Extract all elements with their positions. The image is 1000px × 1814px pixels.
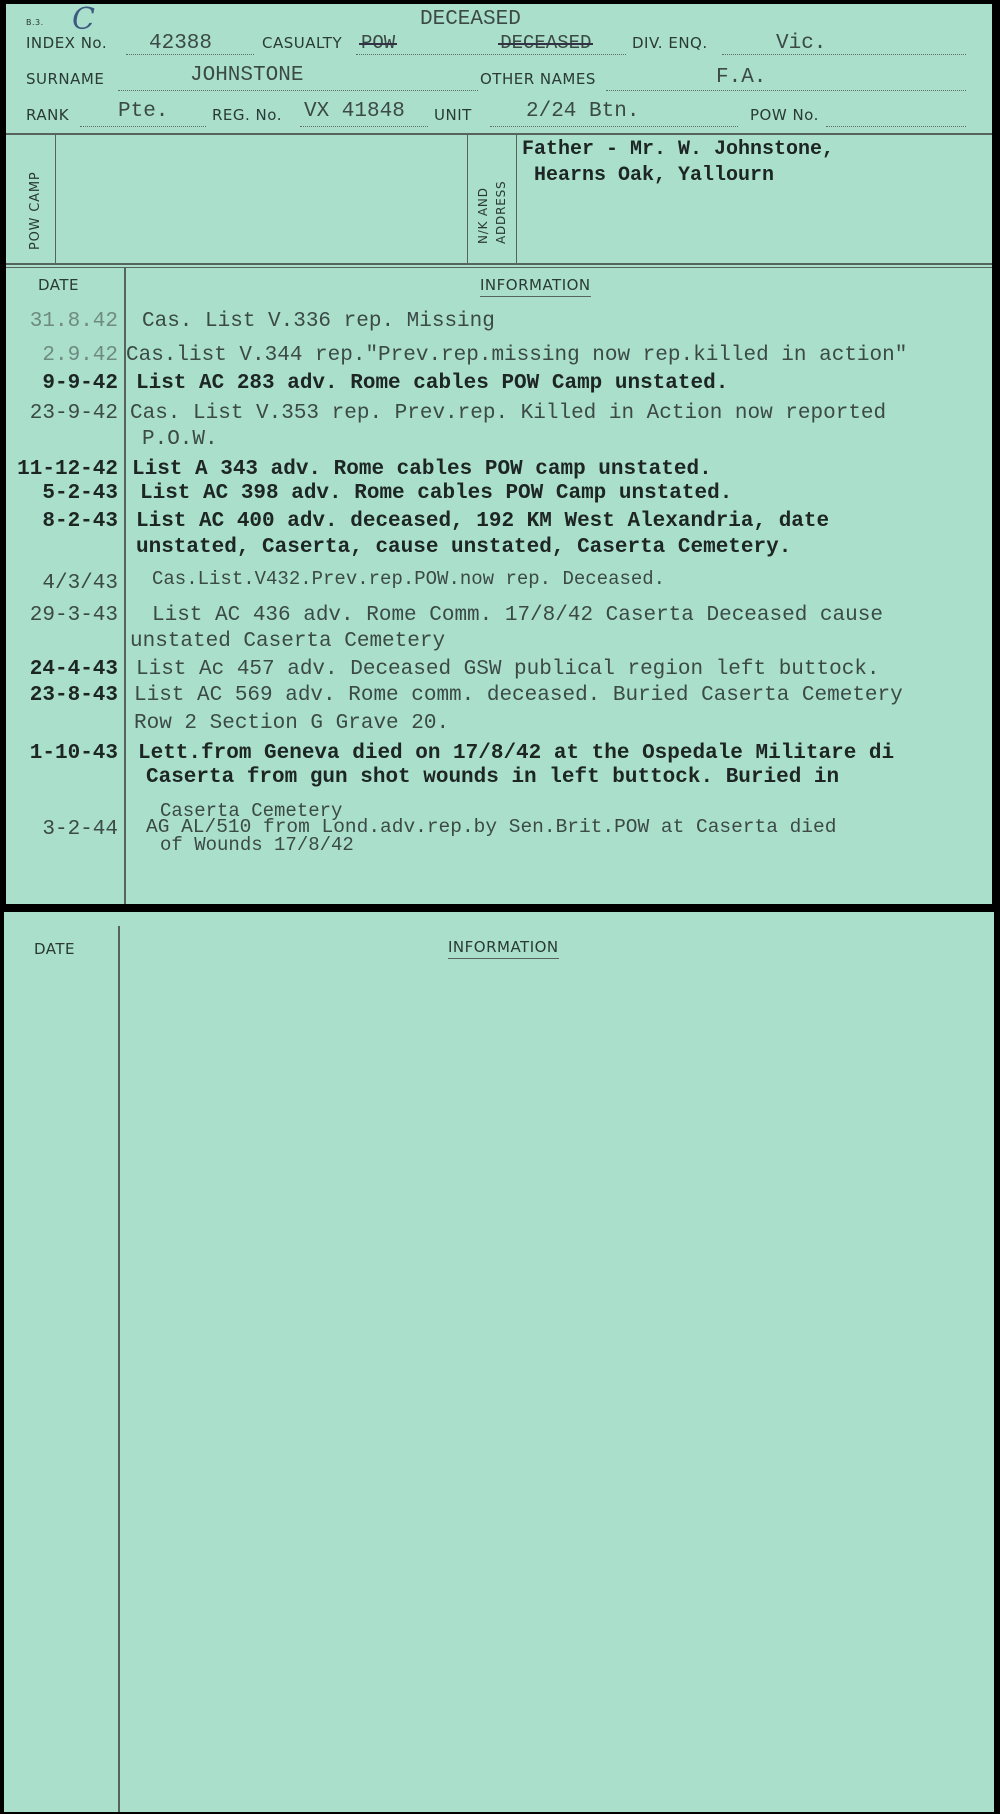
unit-dotted-line bbox=[490, 126, 738, 127]
pow-camp-rule bbox=[55, 135, 56, 263]
entry-text: List AC 569 adv. Rome comm. deceased. Buried Caserta Cemetery bbox=[134, 684, 903, 707]
entry-date: 9-9-42 bbox=[42, 372, 118, 395]
casualty-deceased-struck: DECEASED bbox=[500, 32, 592, 54]
unit-value: 2/24 Btn. bbox=[526, 100, 640, 123]
entry-date: 5-2-43 bbox=[42, 482, 118, 505]
entry-date: 31.8.42 bbox=[29, 310, 118, 333]
entry-date: 3-2-44 bbox=[42, 818, 118, 841]
div-enq-dotted-line bbox=[722, 54, 966, 55]
entry-text-line-2: of Wounds 17/8/42 bbox=[160, 834, 354, 856]
other-names-label: OTHER NAMES bbox=[480, 70, 596, 88]
entry-text: Cas. List V.353 rep. Prev.rep. Killed in Action now reported bbox=[130, 402, 887, 425]
pow-camp-label: POW CAMP bbox=[28, 171, 43, 250]
other-names-dotted-line bbox=[606, 90, 966, 91]
unit-label: UNIT bbox=[434, 106, 472, 124]
header-divider bbox=[6, 133, 992, 135]
nk-label-1: N/K AND bbox=[476, 187, 490, 244]
reg-no-value: VX 41848 bbox=[304, 100, 405, 123]
entry-date: 23-9-42 bbox=[29, 402, 118, 425]
casualty-card-front bbox=[6, 4, 992, 904]
entry-date: 23-8-43 bbox=[29, 684, 118, 707]
rank-label: RANK bbox=[26, 106, 70, 124]
entry-text: List AC 283 adv. Rome cables POW Camp unstated. bbox=[136, 372, 729, 395]
index-value: 42388 bbox=[149, 32, 213, 55]
information-header: INFORMATION bbox=[480, 276, 591, 297]
information-header: INFORMATION bbox=[448, 938, 559, 959]
casualty-label: CASUALTY bbox=[262, 34, 343, 52]
entry-text: AG AL/510 from Lond.adv.rep.by Sen.Brit.POW at Caserta died bbox=[146, 816, 837, 838]
entry-text: List A 343 adv. Rome cables POW camp unstated. bbox=[132, 458, 712, 481]
entry-text: Cas. List V.336 rep. Missing bbox=[142, 310, 495, 333]
index-mark: C bbox=[72, 4, 95, 37]
entry-text: List AC 400 adv. deceased, 192 KM West Alexandria, date bbox=[136, 510, 830, 533]
index-label: INDEX No. bbox=[26, 34, 108, 52]
pow-no-dotted-line bbox=[826, 126, 966, 127]
rank-value: Pte. bbox=[118, 100, 169, 123]
casualty-dotted-line bbox=[356, 54, 626, 55]
entry-text: Cas.list V.344 rep."Prev.rep.missing now rep.killed in action" bbox=[126, 344, 908, 367]
casualty-deceased: DECEASED bbox=[420, 8, 521, 31]
nk-address-line-1: Father - Mr. W. Johnstone, bbox=[522, 138, 835, 161]
nk-right-rule bbox=[516, 135, 517, 263]
nk-label-2: ADDRESS bbox=[494, 180, 508, 244]
surname-label: SURNAME bbox=[26, 70, 105, 88]
entry-date: 1-10-43 bbox=[29, 742, 118, 765]
entry-text: List AC 398 adv. Rome cables POW Camp unstated. bbox=[140, 482, 733, 505]
entry-date: 29-3-43 bbox=[29, 604, 118, 627]
entry-text: Lett.from Geneva died on 17/8/42 at the Ospedale Militare di bbox=[138, 742, 895, 765]
reg-no-label: REG. No. bbox=[212, 106, 282, 124]
div-enq-label: DIV. ENQ. bbox=[632, 34, 708, 52]
entry-text-line-2: unstated Caserta Cemetery bbox=[130, 630, 446, 653]
pow-no-label: POW No. bbox=[750, 106, 819, 124]
entry-text-line-2: Caserta from gun shot wounds in left buttock. Buried in bbox=[146, 766, 840, 789]
surname-dotted-line bbox=[118, 90, 478, 91]
div-enq-value: Vic. bbox=[776, 32, 827, 55]
pow-camp-divider bbox=[6, 263, 992, 265]
form-code: B.3. bbox=[26, 18, 44, 27]
entry-text-line-2: unstated, Caserta, cause unstated, Caserta Cemetery. bbox=[136, 536, 792, 559]
date-header: DATE bbox=[34, 940, 76, 958]
nk-address-line-2: Hearns Oak, Yallourn bbox=[534, 164, 775, 187]
entry-text-line-3: Caserta Cemetery bbox=[160, 800, 343, 822]
reg-no-dotted-line bbox=[300, 126, 428, 127]
entry-text: Cas.List.V432.Prev.rep.POW.now rep. Deceased. bbox=[152, 568, 666, 590]
date-column-rule bbox=[118, 926, 120, 1812]
entry-text-line-2: P.O.W. bbox=[142, 428, 218, 451]
entry-text: List Ac 457 adv. Deceased GSW publical region left buttock. bbox=[136, 658, 880, 681]
entry-date: 2.9.42 bbox=[42, 344, 118, 367]
entry-date: 11-12-42 bbox=[17, 458, 118, 481]
casualty-card-back bbox=[4, 912, 994, 1812]
entry-text: List AC 436 adv. Rome Comm. 17/8/42 Caserta Deceased cause bbox=[152, 604, 883, 627]
rank-dotted-line bbox=[80, 126, 206, 127]
date-header: DATE bbox=[38, 276, 80, 294]
casualty-pow-struck: POW bbox=[361, 32, 396, 54]
entry-date: 24-4-43 bbox=[29, 658, 118, 681]
other-names-value: F.A. bbox=[716, 66, 767, 89]
surname-value: JOHNSTONE bbox=[190, 64, 304, 87]
entry-date: 8-2-43 bbox=[42, 510, 118, 533]
pow-camp-divider-2 bbox=[6, 267, 992, 268]
nk-left-rule bbox=[467, 135, 468, 263]
entry-text-line-2: Row 2 Section G Grave 20. bbox=[134, 712, 450, 735]
entry-date: 4/3/43 bbox=[42, 572, 118, 595]
